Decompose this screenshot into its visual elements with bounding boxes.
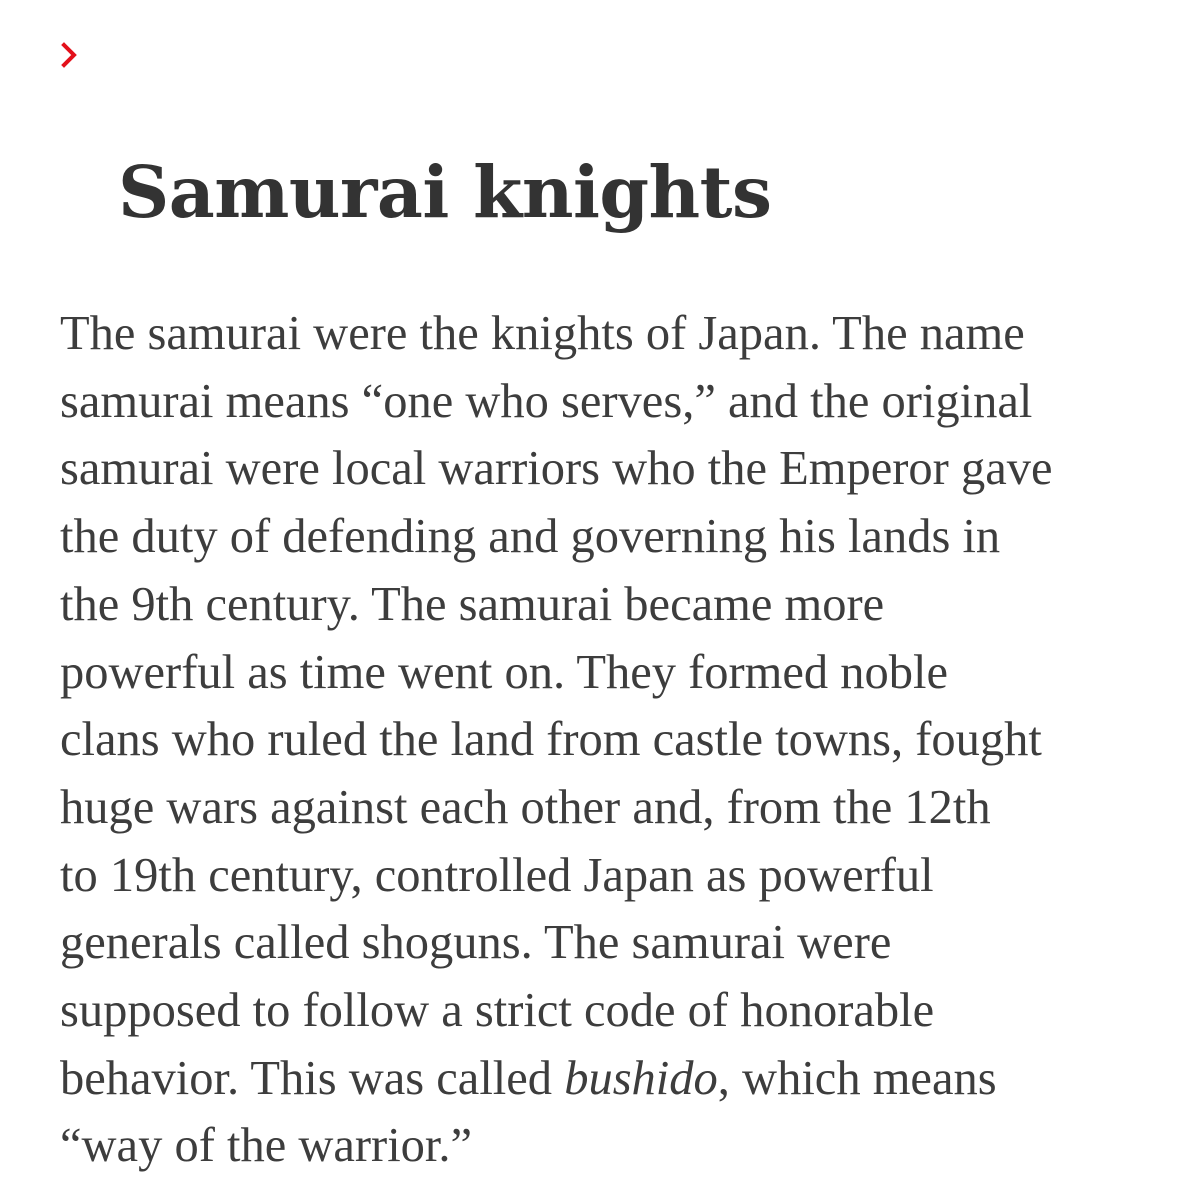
body-line: supposed to follow a strict code of honorable [60,984,935,1038]
body-line: powerful as time went on. They formed noble [60,645,949,699]
body-line: generals called shoguns. The samurai were [60,916,892,970]
body-text-segment: behavior. This was called [60,1051,565,1105]
article-title: Samurai knights [118,150,772,234]
body-text-segment: , which means [717,1051,997,1105]
body-line: the duty of defending and governing his lands in [60,510,1001,564]
body-line: to 19th century, controlled Japan as powerful [60,848,934,902]
body-line: “way of the warrior.” [60,1119,473,1173]
body-line: The samurai were the knights of Japan. The name [60,307,1025,360]
chevron-right-icon-glyph [56,40,84,70]
body-line: samurai were local warriors who the Emperor gave [60,442,1053,496]
body-line [60,1045,1170,1113]
body-line: huge wars against each other and, from the 12th [60,780,991,834]
chevron-right-icon[interactable] [56,40,84,70]
body-line: the 9th century. The samurai became more [60,577,885,631]
body-line: clans who ruled the land from castle towns, fought [60,713,1042,767]
article-body [60,300,1170,1180]
body-line: samurai means “one who serves,” and the original [60,374,1033,428]
bushido-term: bushido [564,1051,718,1105]
